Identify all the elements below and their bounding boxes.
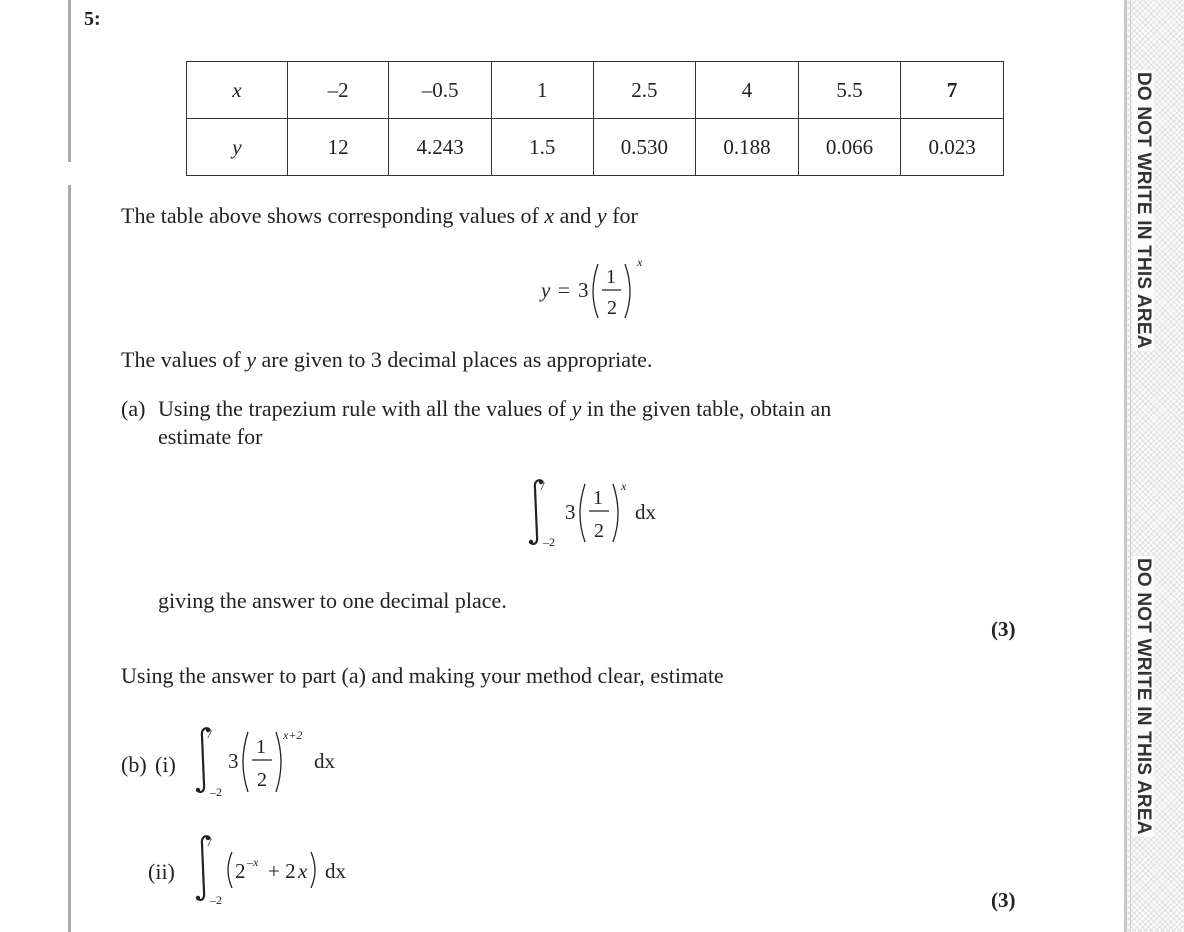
part-b-intro: Using the answer to part (a) and making your method clear, estimate	[121, 663, 724, 688]
intro-text: The table above shows corresponding values of x and y for	[121, 203, 638, 228]
table-header-x: x	[187, 62, 288, 119]
question-number: 5:	[84, 8, 101, 30]
svg-text:–2: –2	[210, 893, 222, 907]
part-a-marks: (3)	[991, 617, 1016, 641]
table-cell: 1.5	[491, 119, 593, 176]
table-cell: 2.5	[593, 62, 696, 119]
table-cell: 5.5	[798, 62, 901, 119]
left-margin-bar	[68, 0, 71, 162]
part-b-label: (b)	[121, 752, 147, 777]
svg-text:1: 1	[593, 487, 603, 509]
integral-part-a	[525, 474, 675, 554]
part-a-line2: estimate for	[158, 424, 263, 449]
svg-text:y: y	[541, 278, 551, 302]
svg-text:3: 3	[565, 500, 576, 524]
values-note: The values of y are given to 3 decimal places as appropriate.	[121, 347, 653, 372]
do-not-write-margin	[1124, 0, 1184, 932]
left-margin-bar	[68, 185, 71, 932]
table-cell: 0.188	[696, 119, 799, 176]
svg-text:7: 7	[206, 727, 212, 741]
svg-text:2: 2	[257, 769, 267, 791]
table-cell: 4	[696, 62, 799, 119]
integral-part-b-i	[192, 722, 352, 802]
svg-text:7: 7	[539, 479, 545, 493]
table-header-y: y	[187, 119, 288, 176]
svg-text:–x: –x	[247, 855, 259, 869]
svg-text:7: 7	[206, 835, 212, 849]
table-cell: 7	[901, 62, 1004, 119]
do-not-write-label-bottom: DO NOT WRITE IN THIS AREA	[1133, 558, 1154, 835]
svg-text:–2: –2	[210, 785, 222, 799]
table-row-y	[187, 119, 1004, 176]
svg-text:2: 2	[235, 859, 246, 883]
part-a-line1: Using the trapezium rule with all the values of y in the given table, obtain an	[158, 396, 832, 421]
svg-text:–2: –2	[543, 535, 555, 549]
do-not-write-label-top: DO NOT WRITE IN THIS AREA	[1133, 72, 1154, 349]
table-row-x	[187, 62, 1004, 119]
svg-text:x: x	[298, 859, 308, 883]
part-a-line3: giving the answer to one decimal place.	[158, 588, 507, 613]
svg-text:3: 3	[578, 278, 589, 302]
svg-text:dx: dx	[314, 749, 335, 773]
svg-text:x: x	[637, 255, 643, 269]
values-table	[186, 61, 1004, 176]
part-a-label: (a)	[121, 396, 146, 421]
svg-text:2: 2	[607, 297, 617, 319]
svg-text:x+2: x+2	[283, 728, 303, 742]
table-cell: –2	[287, 62, 388, 119]
table-cell: 0.530	[593, 119, 696, 176]
table-cell: 1	[491, 62, 593, 119]
svg-text:dx: dx	[635, 500, 656, 524]
svg-text:2: 2	[594, 520, 604, 542]
table-cell: 0.066	[798, 119, 901, 176]
integral-part-b-ii	[192, 830, 372, 910]
svg-text:=: =	[558, 278, 570, 302]
svg-text:dx: dx	[325, 859, 346, 883]
svg-text:+ 2: + 2	[268, 859, 296, 883]
part-b-i-label: (i)	[155, 752, 176, 777]
function-equation	[535, 252, 655, 322]
table-cell: 0.023	[901, 119, 1004, 176]
part-b-marks: (3)	[991, 888, 1016, 912]
table-cell: 12	[287, 119, 388, 176]
table-cell: 4.243	[389, 119, 492, 176]
svg-text:1: 1	[256, 736, 266, 758]
svg-text:1: 1	[606, 266, 616, 288]
svg-text:x: x	[621, 479, 627, 493]
table-cell: –0.5	[389, 62, 492, 119]
svg-text:3: 3	[228, 749, 239, 773]
part-b-ii-label: (ii)	[148, 859, 175, 884]
